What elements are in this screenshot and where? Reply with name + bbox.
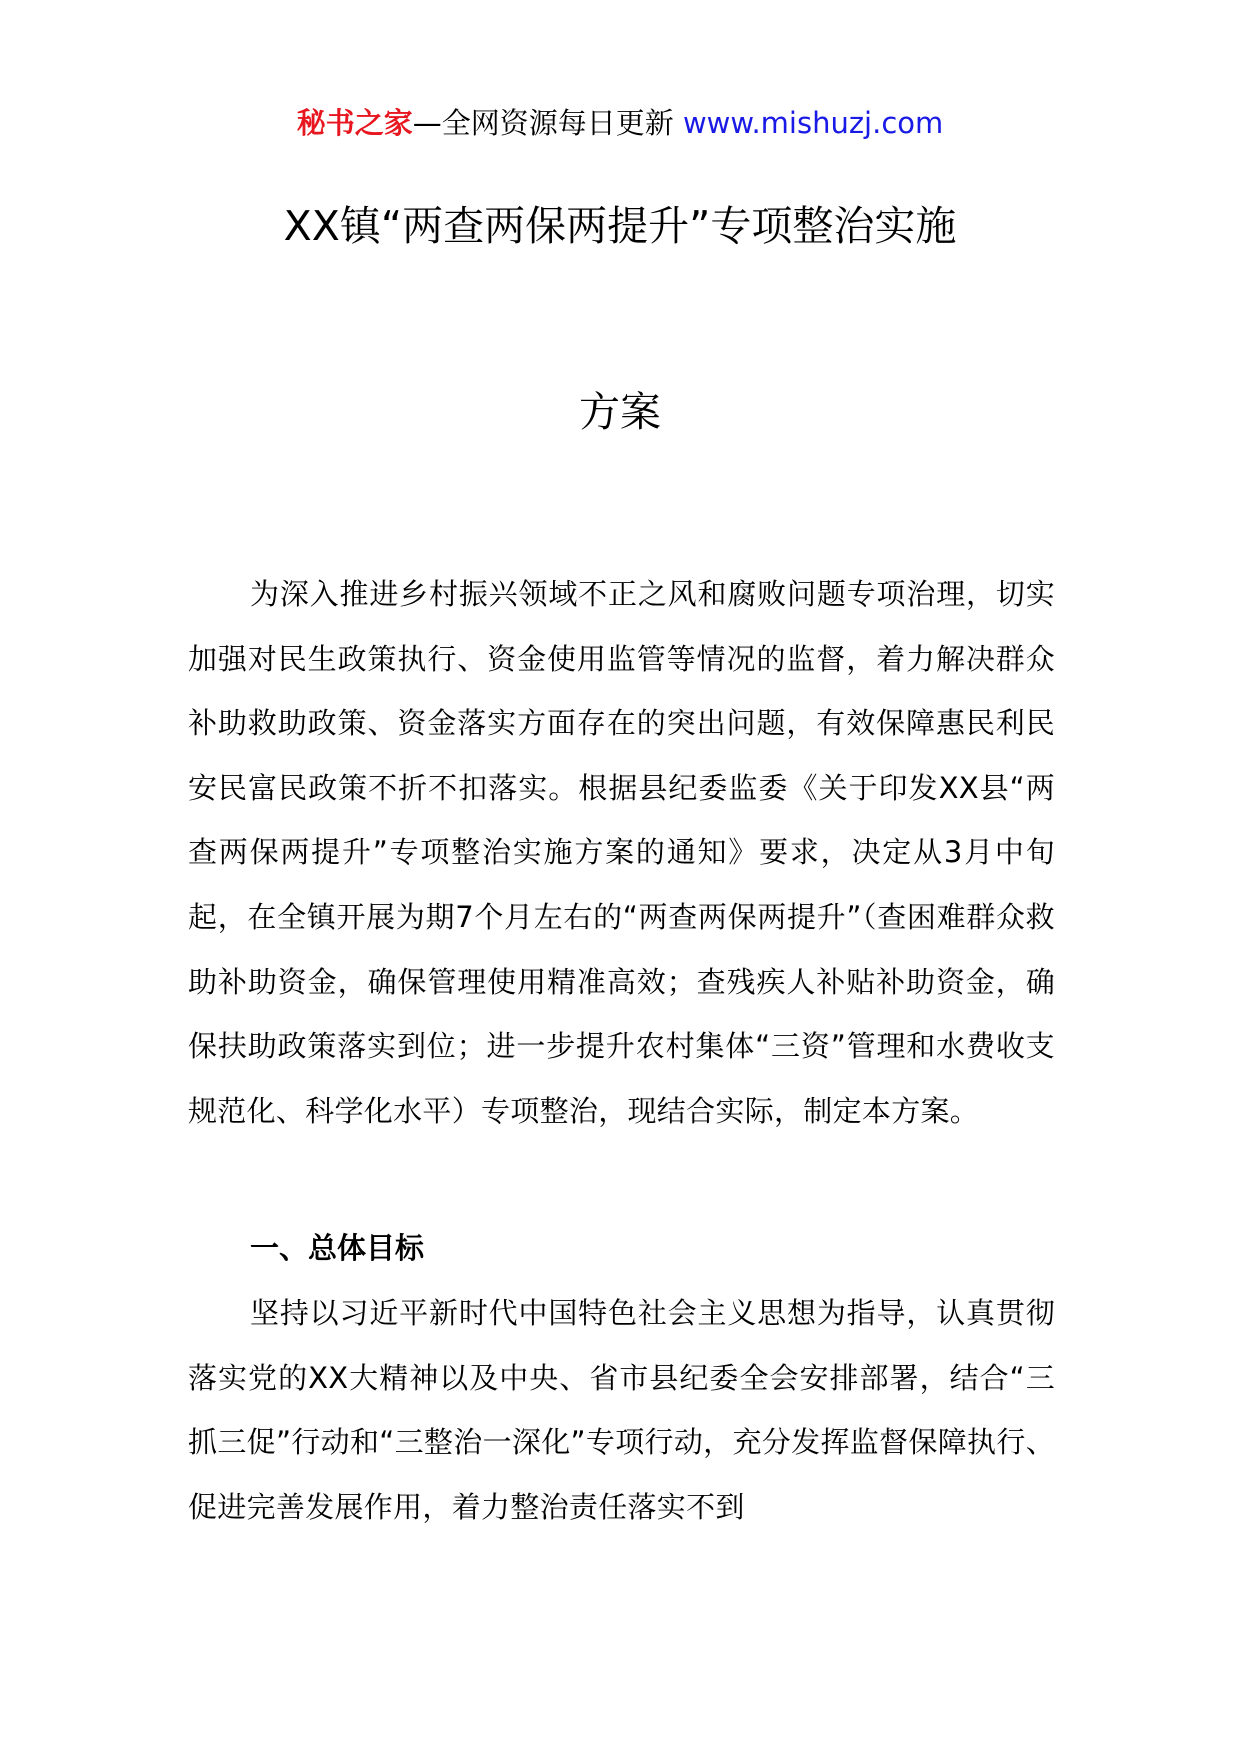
section-1-paragraph: 坚持以习近平新时代中国特色社会主义思想为指导，认真贯彻落实党的XX大精神以及中央、省市县纪委全会安排部署，结合“三抓三促”行动和“三整治一深化”专项行动，充分发挥监督保障执行、促进完善发展作用，着力整治责任落实不到 <box>188 1296 1055 1524</box>
section-heading-overall-goal: 一、总体目标 <box>250 1231 425 1265</box>
banner-url-link[interactable]: www.mishuzj.com <box>682 106 944 140</box>
site-banner <box>0 103 1240 143</box>
banner-brand: 秘书之家 <box>296 106 413 140</box>
banner-tagline: —全网资源每日更新 <box>412 106 683 140</box>
document-title-line-2: 方案 <box>579 388 661 436</box>
intro-paragraph: 为深入推进乡村振兴领域不正之风和腐败问题专项治理，切实加强对民生政策执行、资金使用监管等情况的监督，着力解决群众补助救助政策、资金落实方面存在的突出问题，有效保障惠民利民安民富民政策不折不扣落实。根据县纪委监委《关于印发XX县“两查两保两提升”专项整治实施方案的通知》要求，决定从3月中旬起，在全镇开展为期7个月左右的“两查两保两提升”（查困难群众救助补助资金，确保管理使用精准高效；查残疾人补贴补助资金，确保扶助政策落实到位；进一步提升农村集体“三资”管理和水费收支规范化、科学化水平）专项整治，现结合实际，制定本方案。 <box>188 577 1055 1128</box>
document-title-line-1: XX镇“两查两保两提升”专项整治实施 <box>283 202 957 250</box>
